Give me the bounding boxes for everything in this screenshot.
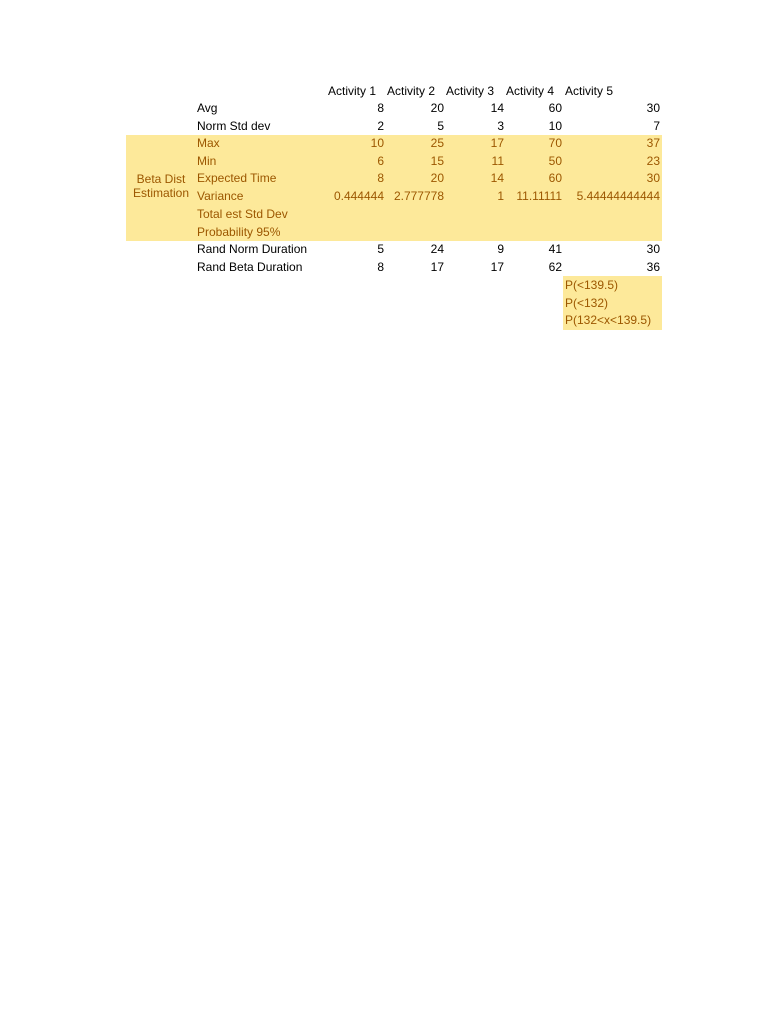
cell-a3: 11 bbox=[491, 154, 504, 168]
cell-a4: 41 bbox=[548, 242, 562, 256]
cell-a5: 30 bbox=[646, 171, 660, 185]
cell-a1: 0.444444 bbox=[333, 189, 384, 203]
row-label: Total est Std Dev bbox=[197, 207, 288, 221]
cell-a1: 6 bbox=[377, 154, 384, 168]
cell-a2: 25 bbox=[430, 136, 444, 150]
cell-a1: 10 bbox=[370, 136, 384, 150]
cell-a5: 23 bbox=[646, 154, 660, 168]
cell-a4: 62 bbox=[548, 260, 562, 274]
cell-a1: 8 bbox=[377, 260, 384, 274]
cell-a2: 24 bbox=[430, 242, 444, 256]
header-activity-3: Activity 3 bbox=[446, 84, 495, 98]
row-label: Norm Std dev bbox=[197, 119, 271, 133]
row-label: Probability 95% bbox=[197, 225, 281, 239]
cell-a5: 7 bbox=[653, 119, 660, 133]
cell-a5: 30 bbox=[646, 242, 660, 256]
header-activity-4: Activity 4 bbox=[506, 84, 555, 98]
row-label: Variance bbox=[197, 189, 244, 203]
row-label: Max bbox=[197, 136, 220, 150]
cell-a5: 5.44444444444 bbox=[576, 189, 660, 203]
row-label: Rand Beta Duration bbox=[197, 260, 303, 274]
row-label: Expected Time bbox=[197, 171, 277, 185]
cell-a4: 70 bbox=[548, 136, 562, 150]
cell-a4: 60 bbox=[548, 171, 562, 185]
header-activity-5: Activity 5 bbox=[565, 84, 614, 98]
side-label-line-2: Estimation bbox=[132, 186, 190, 200]
cell-a2: 20 bbox=[430, 101, 444, 115]
cell-a4: 50 bbox=[548, 154, 562, 168]
row-label: Min bbox=[197, 154, 217, 168]
cell-a3: 17 bbox=[490, 260, 504, 274]
cell-a3: 1 bbox=[497, 189, 504, 203]
header-activity-1: Activity 1 bbox=[328, 84, 377, 98]
prob-lt-132: P(<132) bbox=[565, 296, 609, 310]
cell-a2: 20 bbox=[430, 171, 444, 185]
cell-a4: 10 bbox=[548, 119, 562, 133]
cell-a5: 37 bbox=[646, 136, 660, 150]
cell-a5: 36 bbox=[646, 260, 660, 274]
cell-a5: 30 bbox=[646, 101, 660, 115]
prob-lt-139-5: P(<139.5) bbox=[565, 278, 619, 292]
cell-a1: 8 bbox=[377, 101, 384, 115]
cell-a2: 5 bbox=[437, 119, 444, 133]
cell-a2: 17 bbox=[430, 260, 444, 274]
cell-a4: 11.11111 bbox=[516, 189, 562, 203]
cell-a1: 2 bbox=[377, 119, 384, 133]
row-label: Rand Norm Duration bbox=[197, 242, 308, 256]
cell-a1: 8 bbox=[377, 171, 384, 185]
row-label: Avg bbox=[197, 101, 218, 115]
cell-a2: 15 bbox=[430, 154, 444, 168]
cell-a2: 2.777778 bbox=[393, 189, 444, 203]
cell-a1: 5 bbox=[377, 242, 384, 256]
cell-a3: 3 bbox=[497, 119, 504, 133]
side-label-line-1: Beta Dist bbox=[136, 172, 186, 186]
cell-a3: 14 bbox=[490, 101, 504, 115]
header-activity-2: Activity 2 bbox=[387, 84, 436, 98]
cell-a3: 9 bbox=[497, 242, 504, 256]
prob-between: P(132<x<139.5) bbox=[565, 313, 652, 327]
cell-a3: 14 bbox=[490, 171, 504, 185]
cell-a3: 17 bbox=[490, 136, 504, 150]
cell-a4: 60 bbox=[548, 101, 562, 115]
